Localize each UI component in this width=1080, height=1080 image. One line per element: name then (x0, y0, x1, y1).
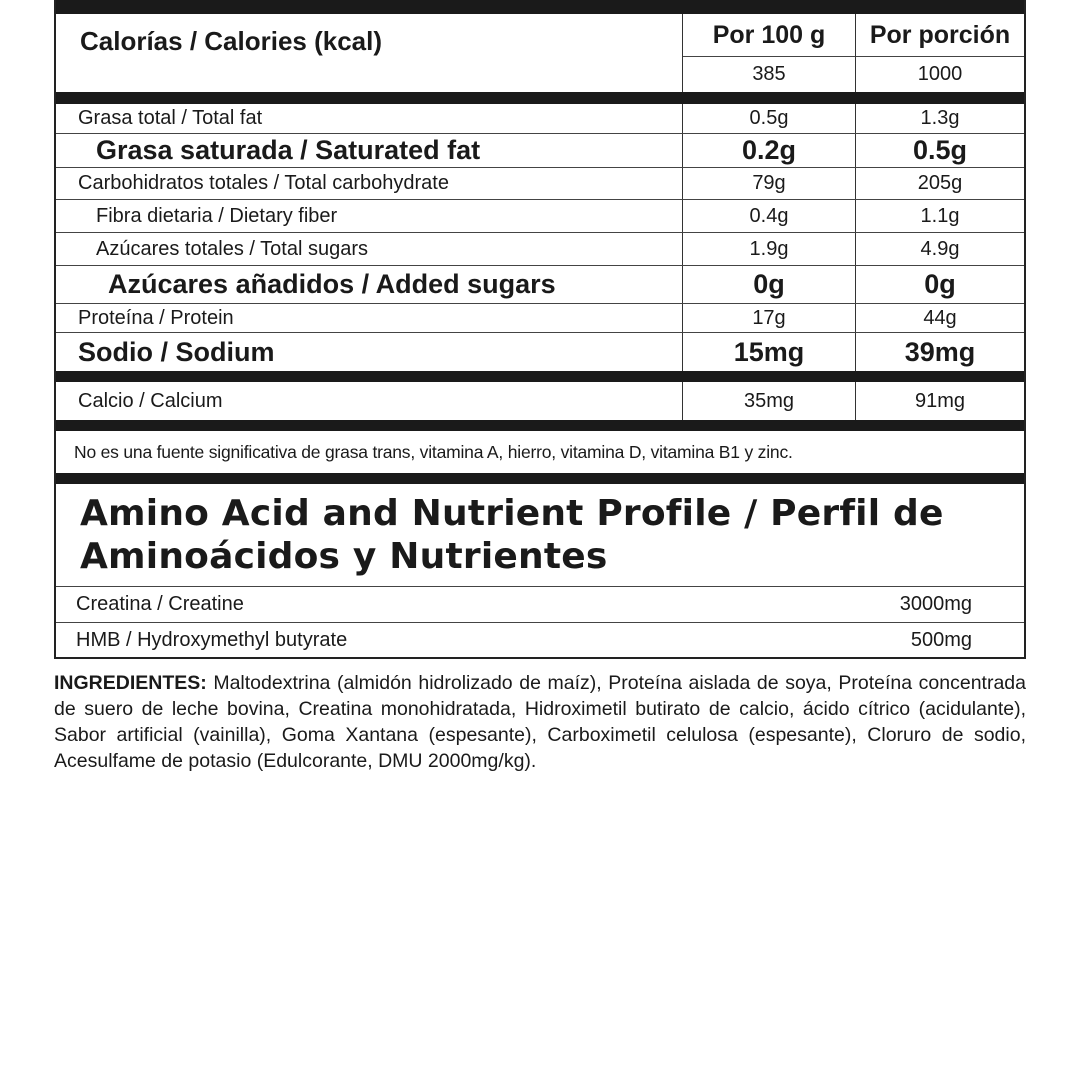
nutrient-row-total-carbohydrate (56, 168, 1024, 200)
calories-header (56, 14, 1024, 92)
nutrient-value-per-portion: 91mg (914, 389, 966, 412)
nutrient-label: Carbohidratos totales / Total carbohydrate (78, 172, 449, 194)
amino-label: HMB / Hydroxymethyl butyrate (76, 628, 348, 651)
nutrient-row-sodium (56, 333, 1024, 371)
column-header-per-portion: Por porción (869, 20, 1011, 49)
amino-row-hmb (56, 623, 1024, 659)
nutrient-value-per-100g: 17g (752, 306, 786, 329)
amino-title-line-2: Aminoácidos y Nutrientes (80, 536, 608, 577)
nutrition-facts-panel (54, 0, 1026, 659)
nutrient-value-per-portion: 4.9g (920, 237, 960, 260)
column-header-per-100g: Por 100 g (712, 20, 826, 49)
nutrient-label: Azúcares añadidos / Added sugars (108, 269, 556, 299)
nutrient-value-per-portion: 39mg (904, 336, 976, 367)
nutrient-value-per-100g: 15mg (733, 336, 805, 367)
amino-row-creatine (56, 587, 1024, 623)
nutrient-label: Calcio / Calcium (78, 389, 223, 412)
nutrient-value-per-portion: 205g (917, 172, 963, 194)
amino-title-line-1: Amino Acid and Nutrient Profile / Perfil de (80, 493, 944, 534)
ingredients-text (54, 670, 1026, 774)
nutrient-label: Grasa saturada / Saturated fat (96, 135, 481, 165)
footnote: No es una fuente significativa de grasa trans, vitamina A, hierro, vitamina D, vitamina B1 y zinc. (74, 441, 793, 462)
calories-label: Calorías / Calories (kcal) (80, 26, 383, 56)
divider-bar (56, 420, 1024, 431)
nutrient-value-per-100g: 0.5g (749, 107, 789, 129)
calories-per-portion: 1000 (917, 63, 963, 85)
nutrient-label: Sodio / Sodium (78, 336, 275, 367)
calories-per-100g: 385 (752, 63, 786, 85)
nutrient-value-per-100g: 0g (753, 269, 785, 299)
divider-bar (56, 92, 1024, 104)
nutrient-row-calcium (56, 382, 1024, 420)
amino-value: 500mg (910, 628, 972, 651)
nutrient-value-per-portion: 44g (923, 306, 957, 329)
amino-profile-title (56, 484, 1024, 587)
top-divider (56, 0, 1024, 14)
nutrient-value-per-100g: 1.9g (749, 237, 789, 260)
nutrient-label: Proteína / Protein (78, 306, 234, 329)
nutrient-label: Fibra dietaria / Dietary fiber (96, 204, 338, 227)
nutrient-value-per-100g: 35mg (743, 389, 795, 412)
nutrient-row-total-sugars (56, 233, 1024, 266)
nutrient-row-total-fat (56, 104, 1024, 134)
nutrient-row-saturated-fat (56, 134, 1024, 168)
nutrient-label: Azúcares totales / Total sugars (96, 237, 368, 260)
nutrient-row-added-sugars (56, 266, 1024, 304)
nutrient-value-per-portion: 0.5g (912, 135, 968, 165)
nutrient-value-per-100g: 79g (752, 172, 786, 194)
nutrient-row-dietary-fiber (56, 200, 1024, 233)
nutrient-label: Grasa total / Total fat (78, 107, 263, 129)
nutrient-value-per-portion: 1.1g (920, 204, 960, 227)
nutrient-value-per-100g: 0.4g (749, 204, 789, 227)
nutrient-value-per-portion: 1.3g (920, 107, 960, 129)
amino-label: Creatina / Creatine (76, 593, 244, 615)
amino-value: 3000mg (899, 593, 972, 615)
nutrient-value-per-portion: 0g (924, 269, 956, 299)
ingredients-list: Maltodextrina (almidón hidrolizado de maíz), Proteína aislada de soya, Proteína concentrada de suero de leche bovina, Creatina monohidratada, Hidroximetil butirato de calcio, ácido cítrico (acidulante), Sabor artificial (vainilla), Goma Xantana (espesante), Carboximetil celulosa (espesante), Cloruro de sodio, Acesulfame de potasio (Edulcorante, DMU 2000mg/kg). (54, 672, 1026, 772)
divider-bar (56, 473, 1024, 484)
nutrient-value-per-100g: 0.2g (741, 135, 797, 165)
ingredients-heading: INGREDIENTES: (54, 672, 207, 694)
nutrient-row-protein (56, 304, 1024, 333)
divider-bar (56, 371, 1024, 382)
